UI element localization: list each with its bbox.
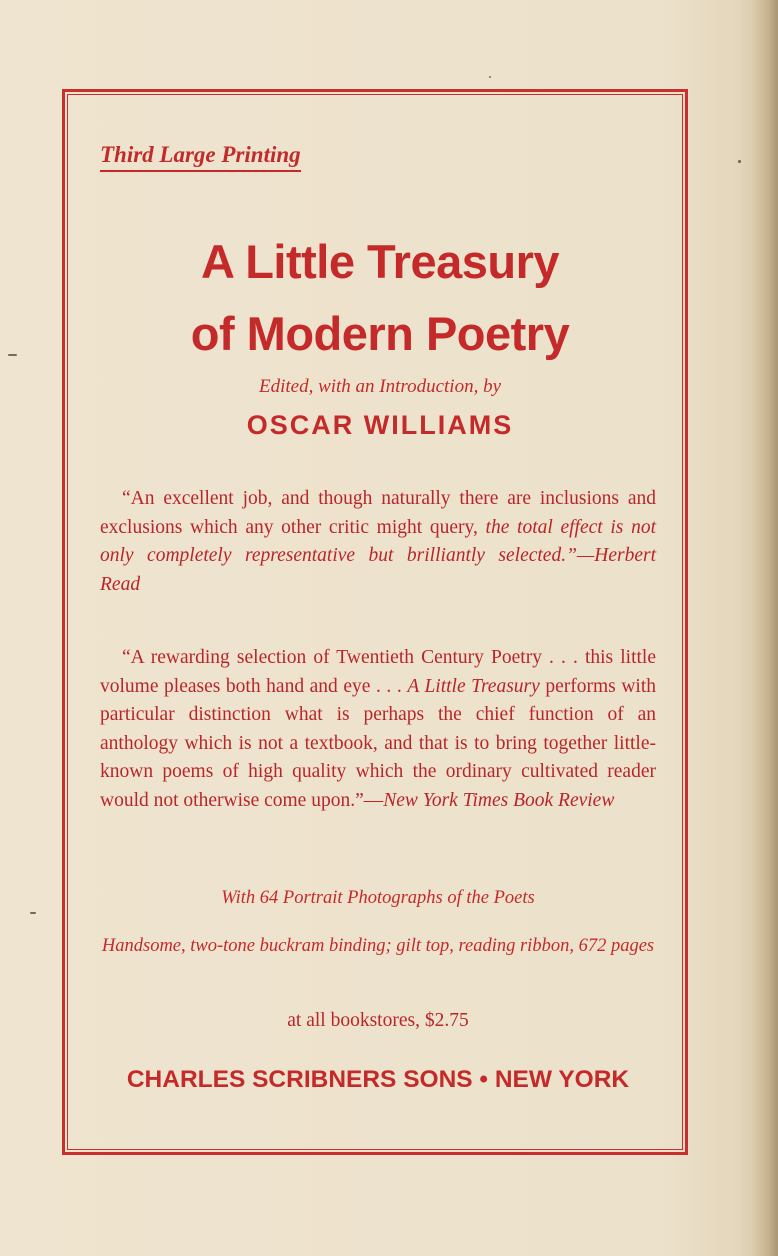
feature-photographs: With 64 Portrait Photographs of the Poets bbox=[221, 888, 535, 908]
feature-binding: Handsome, two-tone buckram binding; gilt top, reading ribbon, 672 pages bbox=[101, 936, 655, 956]
publisher-line: CHARLES SCRIBNERS SONS • NEW YORK bbox=[126, 1066, 630, 1093]
price-line: at all bookstores, $2.75 bbox=[287, 1010, 469, 1031]
book-title-line-1: A Little Treasury bbox=[200, 235, 560, 288]
review-quote-nyt-text-2: performs with particular distinction what is perhaps the chief function of an anthology which is not a textbook, and that is to bring together little-known poems of high quality which the ordinary cultivated reader would not otherwise come upon.”— bbox=[100, 675, 656, 811]
paper-speck bbox=[30, 912, 36, 914]
book-title-line-2: of Modern Poetry bbox=[190, 307, 570, 360]
paper-speck bbox=[738, 160, 741, 163]
paper-speck bbox=[8, 354, 17, 356]
page-edge bbox=[754, 0, 778, 1256]
review-quote-nyt-italic-1: A Little Treasury bbox=[407, 675, 540, 697]
paper-speck bbox=[489, 76, 491, 78]
author-name: OSCAR WILLIAMS bbox=[246, 410, 514, 440]
review-quote-read-text: “An excellent job, and though naturally there are inclusions and exclusions which any other critic might query, bbox=[100, 488, 656, 538]
review-quote-nyt-source: New York Times Book Review bbox=[383, 789, 615, 811]
review-quote-nyt-text-1: “A rewarding selection of Twentieth Century Poetry . . . this little volume pleases both hand and eye . . . bbox=[100, 647, 656, 697]
review-quote-read-italic: the total effect is not only completely representative but brilliantly selected.”—Herbert Read bbox=[100, 516, 656, 595]
editor-credit: Edited, with an Introduction, by bbox=[258, 376, 502, 397]
review-quote-nyt bbox=[100, 644, 656, 815]
printing-kicker: Third Large Printing bbox=[100, 142, 301, 172]
review-quote-read bbox=[100, 485, 656, 599]
book-title bbox=[120, 226, 640, 370]
